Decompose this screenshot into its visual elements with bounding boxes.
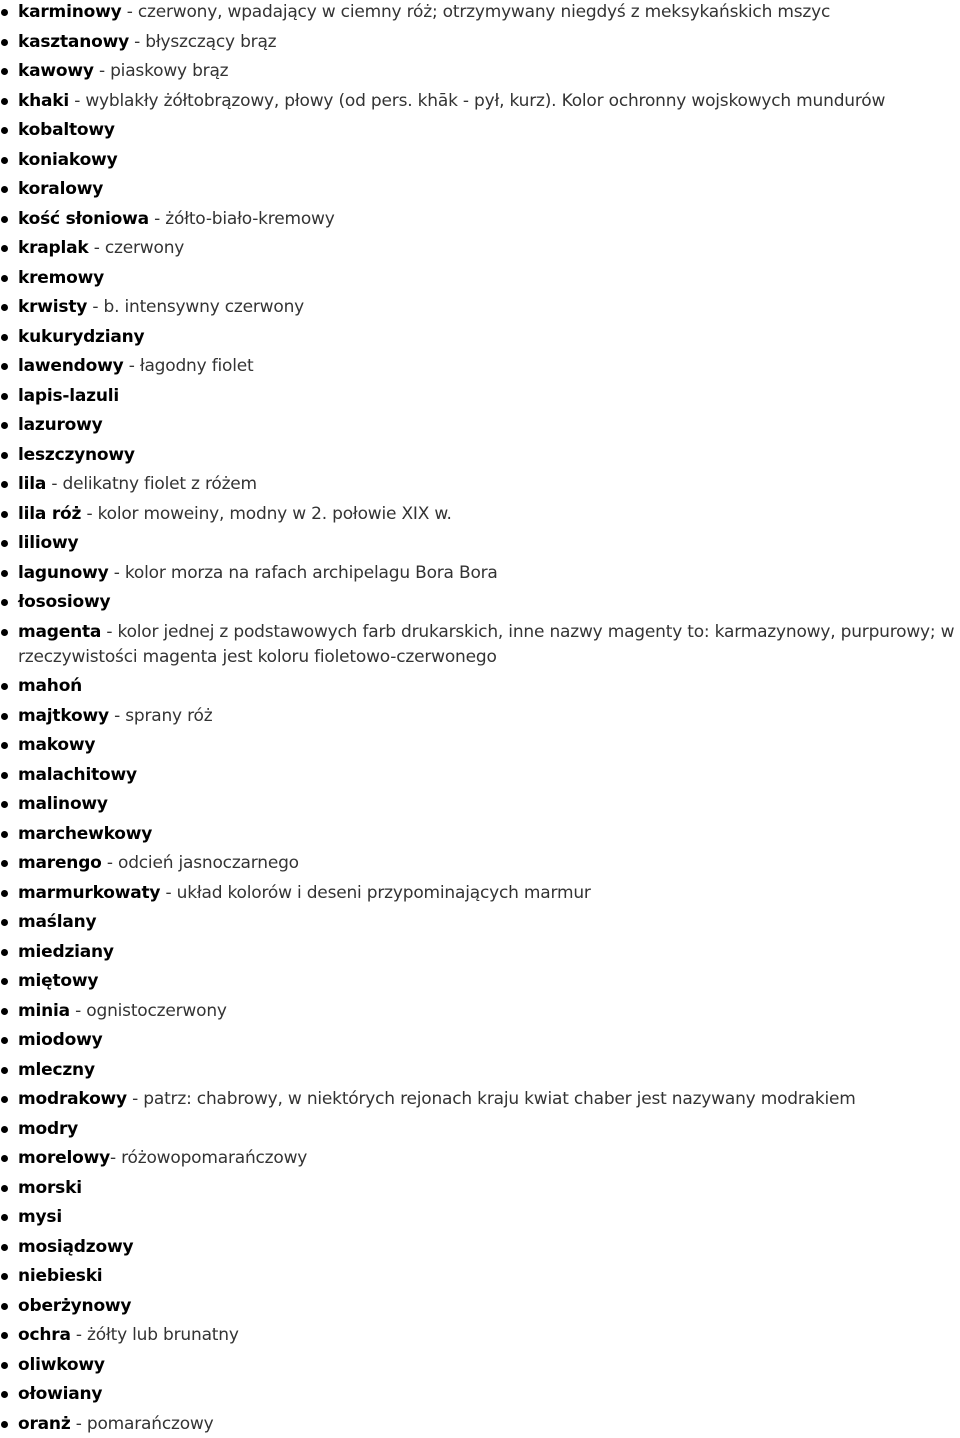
list-item [0, 1264, 960, 1289]
color-term: malachitowy [18, 764, 137, 785]
bullet-icon [1, 772, 8, 779]
bullet-icon [1, 1185, 8, 1192]
color-term: lila [18, 474, 47, 494]
color-term: kraplak [18, 238, 89, 258]
bullet-icon [1, 186, 8, 193]
bullet-icon [1, 890, 8, 897]
color-term: mysi [18, 1207, 62, 1227]
list-item [0, 1058, 960, 1083]
list-item [0, 674, 960, 699]
color-term: liliowy [18, 533, 79, 553]
color-term: miodowy [18, 1030, 103, 1050]
bullet-icon [1, 1096, 8, 1103]
color-term: krwisty [18, 297, 88, 317]
list-item [0, 177, 960, 202]
list-item [0, 30, 960, 55]
list-item [0, 1028, 960, 1053]
bullet-icon [1, 629, 8, 636]
list-item [0, 1412, 960, 1437]
color-description: - żółto-biało-kremowy [148, 208, 335, 229]
bullet-icon [1, 393, 8, 400]
color-term: kawowy [18, 61, 94, 81]
list-item [0, 0, 960, 25]
list-item [0, 704, 960, 729]
list-item [0, 531, 960, 556]
color-term: miętowy [18, 971, 99, 991]
bullet-icon [1, 275, 8, 282]
color-term: khaki [18, 90, 70, 111]
list-item [0, 733, 960, 758]
list-item [0, 1205, 960, 1230]
list-item [0, 384, 960, 409]
color-description: - wyblakły żółtobrązowy, płowy (od pers. khāk - pył, kurz). Kolor ochronny wojskowych mundurów [69, 90, 886, 111]
color-term: niebieski [18, 1266, 103, 1286]
color-description: - czerwony, wpadający w ciemny róż; otrzymywany niegdyś z meksykańskich mszyc [121, 2, 831, 22]
list-item [0, 502, 960, 527]
list-item [0, 413, 960, 438]
color-term: koniakowy [18, 149, 118, 170]
list-item [0, 325, 960, 350]
list-item [0, 910, 960, 935]
color-description: - różowopomarańczowy [110, 1148, 308, 1168]
color-description: - pomarańczowy [70, 1413, 214, 1434]
color-description: - żółty lub brunatny [70, 1325, 239, 1345]
color-term: ołowiany [18, 1384, 103, 1404]
color-term: oranż [18, 1413, 71, 1434]
color-term: modry [18, 1118, 79, 1139]
bullet-icon [1, 39, 8, 46]
list-item [0, 443, 960, 468]
color-term: kość słoniowa [18, 208, 149, 229]
list-item [0, 89, 960, 114]
list-item [0, 118, 960, 143]
bullet-icon [1, 860, 8, 867]
color-description: - układ kolorów i deseni przypominających marmur [160, 882, 591, 903]
bullet-icon [1, 127, 8, 134]
bullet-icon [1, 511, 8, 518]
list-item [0, 1294, 960, 1319]
bullet-icon [1, 1214, 8, 1221]
color-description: - kolor jednej z podstawowych farb drukarskich, inne nazwy magenty to: karmazynowy, purpurowy; w rzeczywistości magenta jest koloru fioletowo-czerwonego [18, 621, 955, 667]
list-item [0, 763, 960, 788]
color-description: - sprany róż [108, 705, 213, 726]
color-description: - błyszczący brąz [128, 31, 277, 52]
color-term: lawendowy [18, 356, 124, 376]
color-description: - czerwony [88, 238, 185, 258]
color-term: lagunowy [18, 562, 109, 583]
bullet-icon [1, 363, 8, 370]
color-term: miedziany [18, 941, 114, 962]
color-term: marmurkowaty [18, 882, 161, 903]
list-item [0, 354, 960, 379]
color-description: - piaskowy brąz [93, 61, 229, 81]
bullet-icon [1, 98, 8, 105]
color-term: kremowy [18, 267, 104, 288]
color-description: - odcień jasnoczarnego [101, 853, 299, 873]
bullet-icon [1, 1155, 8, 1162]
bullet-icon [1, 540, 8, 547]
bullet-icon [1, 216, 8, 223]
color-term: marchewkowy [18, 823, 153, 844]
bullet-icon [1, 304, 8, 311]
bullet-icon [1, 334, 8, 341]
color-term: makowy [18, 735, 96, 755]
bullet-icon [1, 978, 8, 985]
bullet-icon [1, 1037, 8, 1044]
color-term: lapis-lazuli [18, 385, 120, 406]
list-item [0, 999, 960, 1024]
color-term: marengo [18, 853, 102, 873]
bullet-icon [1, 68, 8, 75]
color-term: łososiowy [18, 592, 111, 612]
list-item [0, 472, 960, 497]
list-item [0, 1235, 960, 1260]
color-term: modrakowy [18, 1089, 127, 1109]
bullet-icon [1, 422, 8, 429]
bullet-icon [1, 1303, 8, 1310]
list-item [0, 148, 960, 173]
color-term: oliwkowy [18, 1354, 105, 1375]
list-item [0, 940, 960, 965]
color-term: magenta [18, 621, 102, 642]
list-item [0, 590, 960, 615]
list-item [0, 969, 960, 994]
color-term: kobaltowy [18, 120, 115, 140]
list-item [0, 1323, 960, 1348]
list-item [0, 1146, 960, 1171]
bullet-icon [1, 481, 8, 488]
list-item [0, 295, 960, 320]
color-description: - patrz: chabrowy, w niektórych rejonach kraju kwiat chaber jest nazywany modrakiem [126, 1089, 856, 1109]
list-item [0, 620, 960, 670]
color-term: majtkowy [18, 705, 109, 726]
color-term: kasztanowy [18, 31, 129, 52]
color-term: leszczynowy [18, 444, 135, 465]
list-item [0, 822, 960, 847]
bullet-icon [1, 157, 8, 164]
color-term: maślany [18, 912, 97, 932]
color-term: mleczny [18, 1059, 95, 1080]
list-item [0, 59, 960, 84]
list-item [0, 1382, 960, 1407]
bullet-icon [1, 1126, 8, 1133]
bullet-icon [1, 9, 8, 16]
list-item [0, 1353, 960, 1378]
bullet-icon [1, 742, 8, 749]
color-description: - kolor moweiny, modny w 2. połowie XIX w. [81, 503, 452, 524]
list-item [0, 266, 960, 291]
list-item [0, 1176, 960, 1201]
bullet-icon [1, 1008, 8, 1015]
color-description: - kolor morza na rafach archipelagu Bora Bora [108, 562, 498, 583]
color-term: ochra [18, 1325, 71, 1345]
bullet-icon [1, 570, 8, 577]
bullet-icon [1, 452, 8, 459]
bullet-icon [1, 1273, 8, 1280]
list-item [0, 561, 960, 586]
color-term: oberżynowy [18, 1295, 132, 1316]
bullet-icon [1, 599, 8, 606]
bullet-icon [1, 1421, 8, 1428]
color-term: lila róż [18, 503, 82, 524]
color-term: karminowy [18, 2, 122, 22]
color-term: malinowy [18, 794, 108, 814]
bullet-icon [1, 1391, 8, 1398]
color-description: - delikatny fiolet z różem [46, 474, 257, 494]
list-item [0, 236, 960, 261]
bullet-icon [1, 831, 8, 838]
bullet-icon [1, 1332, 8, 1339]
bullet-icon [1, 1067, 8, 1074]
color-description: - łagodny fiolet [123, 356, 254, 376]
bullet-icon [1, 1244, 8, 1251]
color-term: minia [18, 1000, 70, 1021]
list-item [0, 1087, 960, 1112]
color-term: koralowy [18, 179, 104, 199]
color-term: mosiądzowy [18, 1236, 134, 1257]
color-term: kukurydziany [18, 326, 145, 347]
color-description: - ognistoczerwony [69, 1000, 227, 1021]
color-description: - b. intensywny czerwony [87, 297, 305, 317]
list-item [0, 207, 960, 232]
bullet-icon [1, 683, 8, 690]
list-item [0, 851, 960, 876]
list-item [0, 792, 960, 817]
list-item [0, 1117, 960, 1142]
bullet-icon [1, 919, 8, 926]
bullet-icon [1, 949, 8, 956]
list-item [0, 881, 960, 906]
bullet-icon [1, 245, 8, 252]
bullet-icon [1, 1362, 8, 1369]
bullet-icon [1, 801, 8, 808]
color-term: morelowy [18, 1148, 110, 1168]
color-term: lazurowy [18, 415, 103, 435]
color-term: morski [18, 1177, 82, 1198]
bullet-icon [1, 713, 8, 720]
color-term: mahoń [18, 676, 83, 696]
